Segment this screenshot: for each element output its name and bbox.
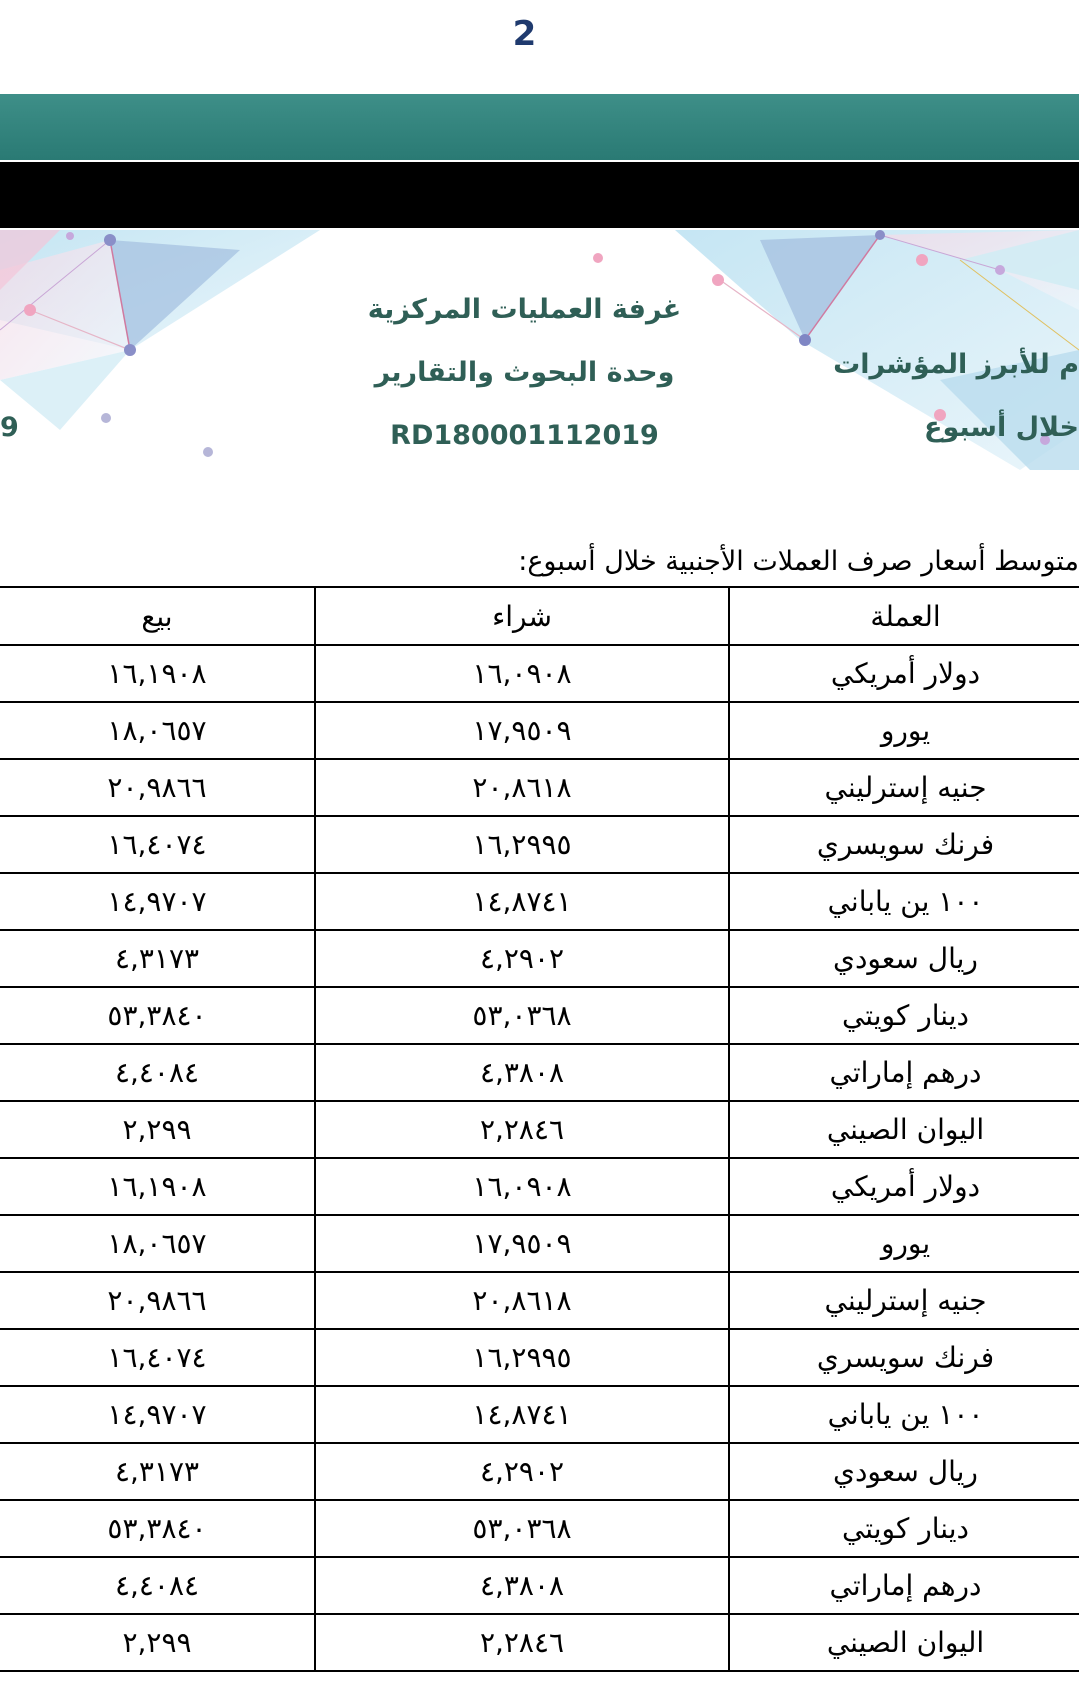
currency-name: جنيه إسترليني xyxy=(729,759,1079,816)
buy-rate: ٤,٢٩٠٢ xyxy=(315,930,729,987)
sell-rate: ١٤,٩٧٠٧ xyxy=(0,873,315,930)
header-currency: العملة xyxy=(729,587,1079,645)
header-buy: شراء xyxy=(315,587,729,645)
sell-rate: ٥٣,٣٨٤٠ xyxy=(0,1500,315,1557)
sell-rate: ٤,٤٠٨٤ xyxy=(0,1557,315,1614)
table-row xyxy=(0,1443,1079,1500)
buy-rate: ٢,٢٨٤٦ xyxy=(315,1101,729,1158)
table-row xyxy=(0,1272,1079,1329)
currency-name: ريال سعودي xyxy=(729,1443,1079,1500)
sell-rate: ١٦,١٩٠٨ xyxy=(0,1158,315,1215)
research-unit-title: وحدة البحوث والتقارير xyxy=(374,357,675,388)
currency-name: اليوان الصيني xyxy=(729,1614,1079,1671)
table-row xyxy=(0,1557,1079,1614)
currency-name: فرنك سويسري xyxy=(729,1329,1079,1386)
report-code: RD180001112019 xyxy=(390,420,659,451)
table-row xyxy=(0,816,1079,873)
buy-rate: ١٦,٢٩٩٥ xyxy=(315,816,729,873)
sell-rate: ٥٣,٣٨٤٠ xyxy=(0,987,315,1044)
header-sell: بيع xyxy=(0,587,315,645)
sell-rate: ٤,٣١٧٣ xyxy=(0,1443,315,1500)
currency-name: ١٠٠ ين ياباني xyxy=(729,873,1079,930)
buy-rate: ٢٠,٨٦١٨ xyxy=(315,1272,729,1329)
currency-name: ريال سعودي xyxy=(729,930,1079,987)
table-row xyxy=(0,987,1079,1044)
sell-rate: ١٤,٩٧٠٧ xyxy=(0,1386,315,1443)
buy-rate: ٤,٣٨٠٨ xyxy=(315,1557,729,1614)
buy-rate: ١٤,٨٧٤١ xyxy=(315,873,729,930)
table-row xyxy=(0,1386,1079,1443)
currency-name: دينار كويتي xyxy=(729,1500,1079,1557)
table-row xyxy=(0,1614,1079,1671)
sell-rate: ١٦,٤٠٧٤ xyxy=(0,1329,315,1386)
section-caption: متوسط أسعار صرف العملات الأجنبية خلال أسبوع: xyxy=(518,546,1079,577)
buy-rate: ١٧,٩٥٠٩ xyxy=(315,1215,729,1272)
sell-rate: ١٨,٠٦٥٧ xyxy=(0,1215,315,1272)
left-edge-fragment: 9 xyxy=(0,412,19,443)
banner-right-titles xyxy=(833,333,1079,459)
buy-rate: ٤,٣٨٠٨ xyxy=(315,1044,729,1101)
sell-rate: ٤,٣١٧٣ xyxy=(0,930,315,987)
table-row xyxy=(0,1329,1079,1386)
sell-rate: ٢,٢٩٩ xyxy=(0,1101,315,1158)
currency-name: دولار أمريكي xyxy=(729,645,1079,702)
currency-name: جنيه إسترليني xyxy=(729,1272,1079,1329)
currency-name: درهم إماراتي xyxy=(729,1044,1079,1101)
currency-name: يورو xyxy=(729,702,1079,759)
table-row xyxy=(0,1215,1079,1272)
table-row xyxy=(0,1101,1079,1158)
table-header-row xyxy=(0,587,1079,645)
black-header-band xyxy=(0,162,1079,228)
table-row xyxy=(0,930,1079,987)
currency-name: اليوان الصيني xyxy=(729,1101,1079,1158)
sell-rate: ٢,٢٩٩ xyxy=(0,1614,315,1671)
table-row xyxy=(0,873,1079,930)
buy-rate: ١٦,٢٩٩٥ xyxy=(315,1329,729,1386)
exchange-rates-table xyxy=(0,586,1079,1672)
table-row xyxy=(0,1044,1079,1101)
table-row xyxy=(0,702,1079,759)
currency-name: ١٠٠ ين ياباني xyxy=(729,1386,1079,1443)
sell-rate: ١٦,١٩٠٨ xyxy=(0,645,315,702)
currency-name: دولار أمريكي xyxy=(729,1158,1079,1215)
currency-name: دينار كويتي xyxy=(729,987,1079,1044)
currency-name: درهم إماراتي xyxy=(729,1557,1079,1614)
operations-room-title: غرفة العمليات المركزية xyxy=(367,294,682,325)
sell-rate: ٢٠,٩٨٦٦ xyxy=(0,759,315,816)
page-number: 2 xyxy=(512,14,537,54)
week-title-fragment: خلال أسبوع xyxy=(924,412,1079,443)
table-row xyxy=(0,645,1079,702)
buy-rate: ٢٠,٨٦١٨ xyxy=(315,759,729,816)
buy-rate: ٤,٢٩٠٢ xyxy=(315,1443,729,1500)
buy-rate: ١٦,٠٩٠٨ xyxy=(315,1158,729,1215)
buy-rate: ١٤,٨٧٤١ xyxy=(315,1386,729,1443)
buy-rate: ١٦,٠٩٠٨ xyxy=(315,645,729,702)
table-row xyxy=(0,1500,1079,1557)
sell-rate: ١٨,٠٦٥٧ xyxy=(0,702,315,759)
teal-header-band xyxy=(0,94,1079,160)
table-row xyxy=(0,1158,1079,1215)
currency-name: يورو xyxy=(729,1215,1079,1272)
sell-rate: ١٦,٤٠٧٤ xyxy=(0,816,315,873)
buy-rate: ٥٣,٠٣٦٨ xyxy=(315,1500,729,1557)
indicators-title-fragment: م للأبرز المؤشرات xyxy=(833,349,1079,380)
sell-rate: ٤,٤٠٨٤ xyxy=(0,1044,315,1101)
buy-rate: ٢,٢٨٤٦ xyxy=(315,1614,729,1671)
buy-rate: ٥٣,٠٣٦٨ xyxy=(315,987,729,1044)
currency-name: فرنك سويسري xyxy=(729,816,1079,873)
sell-rate: ٢٠,٩٨٦٦ xyxy=(0,1272,315,1329)
table-row xyxy=(0,759,1079,816)
buy-rate: ١٧,٩٥٠٩ xyxy=(315,702,729,759)
report-banner xyxy=(0,230,1079,470)
